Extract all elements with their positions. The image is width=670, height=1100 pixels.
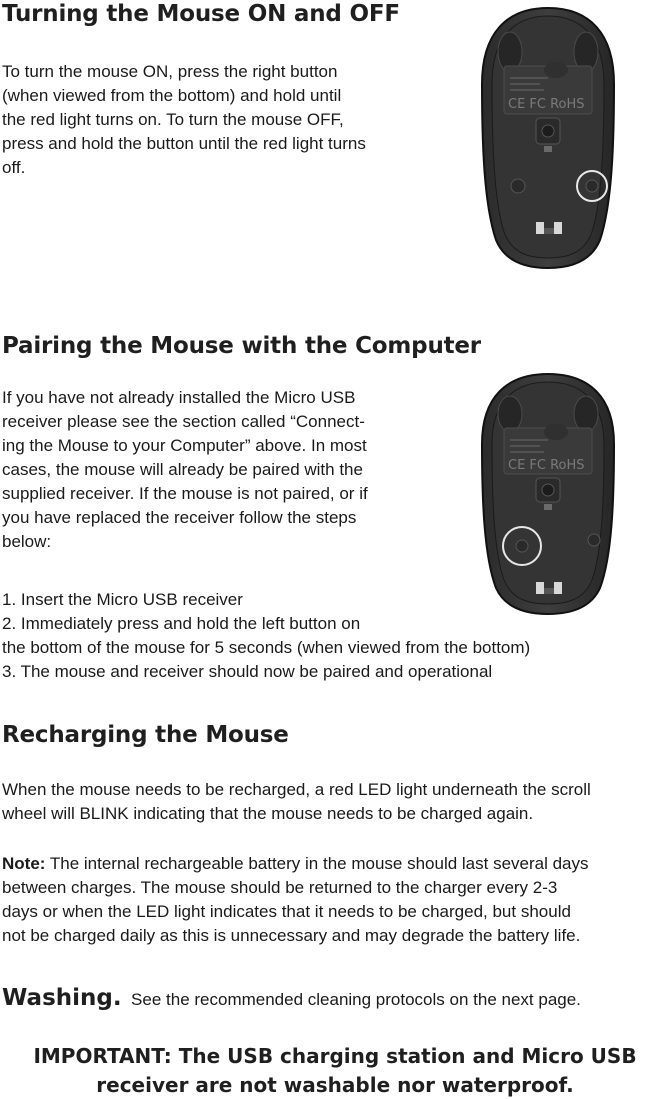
note-label: Note: bbox=[2, 854, 46, 873]
important-line: receiver are not washable nor waterproof. bbox=[96, 1073, 574, 1097]
text-line: ing the Mouse to your Computer” above. In most bbox=[2, 436, 367, 455]
text-line: off. bbox=[2, 158, 26, 177]
text-line: When the mouse needs to be recharged, a red LED light underneath the scroll bbox=[2, 780, 591, 799]
heading-on-off: Turning the Mouse ON and OFF bbox=[2, 1, 400, 27]
note-paragraph bbox=[2, 852, 589, 948]
compliance-marks: CE FC RoHS bbox=[508, 97, 585, 112]
text-line: press and hold the button until the red light turns bbox=[2, 134, 366, 153]
text-line: not be charged daily as this is unnecessary and may degrade the battery life. bbox=[2, 926, 581, 945]
step-item: 3. The mouse and receiver should now be paired and operational bbox=[2, 662, 493, 681]
mouse-underside-image bbox=[478, 4, 618, 270]
text-line: cases, the mouse will already be paired with the bbox=[2, 460, 363, 479]
pairing-steps bbox=[2, 588, 530, 684]
heading-pairing: Pairing the Mouse with the Computer bbox=[2, 333, 481, 359]
important-line: IMPORTANT: The USB charging station and Micro USB bbox=[33, 1044, 637, 1068]
text-line: the red light turns on. To turn the mouse OFF, bbox=[2, 110, 344, 129]
compliance-marks: CE FC RoHS bbox=[508, 458, 585, 473]
washing-paragraph bbox=[2, 986, 581, 1012]
text-line: you have replaced the receiver follow the steps bbox=[2, 508, 357, 527]
pairing-paragraph bbox=[2, 386, 368, 554]
important-notice bbox=[0, 1042, 670, 1100]
recharging-paragraph bbox=[2, 778, 591, 826]
note-text: The internal rechargeable battery in the mouse should last several days bbox=[45, 854, 589, 873]
text-line bbox=[2, 852, 589, 876]
text-line: receiver please see the section called “Connect- bbox=[2, 412, 365, 431]
text-line: To turn the mouse ON, press the right button bbox=[2, 62, 338, 81]
step-item: 1. Insert the Micro USB receiver bbox=[2, 590, 243, 609]
text-line: If you have not already installed the Micro USB bbox=[2, 388, 356, 407]
text-line: supplied receiver. If the mouse is not paired, or if bbox=[2, 484, 368, 503]
text-line: days or when the LED light indicates that it needs to be charged, but should bbox=[2, 902, 571, 921]
on-off-paragraph bbox=[2, 60, 366, 180]
mouse-underside-image bbox=[478, 370, 618, 616]
step-item: the bottom of the mouse for 5 seconds (when viewed from the bottom) bbox=[2, 638, 531, 657]
step-item: 2. Immediately press and hold the left button on bbox=[2, 614, 361, 633]
text-line: between charges. The mouse should be returned to the charger every 2-3 bbox=[2, 878, 558, 897]
text-line: (when viewed from the bottom) and hold until bbox=[2, 86, 342, 105]
text-line: wheel will BLINK indicating that the mouse needs to be charged again. bbox=[2, 804, 534, 823]
heading-recharging: Recharging the Mouse bbox=[2, 722, 289, 748]
washing-text: See the recommended cleaning protocols on the next page. bbox=[131, 990, 581, 1009]
text-line: below: bbox=[2, 532, 52, 551]
heading-washing: Washing. bbox=[2, 985, 122, 1011]
